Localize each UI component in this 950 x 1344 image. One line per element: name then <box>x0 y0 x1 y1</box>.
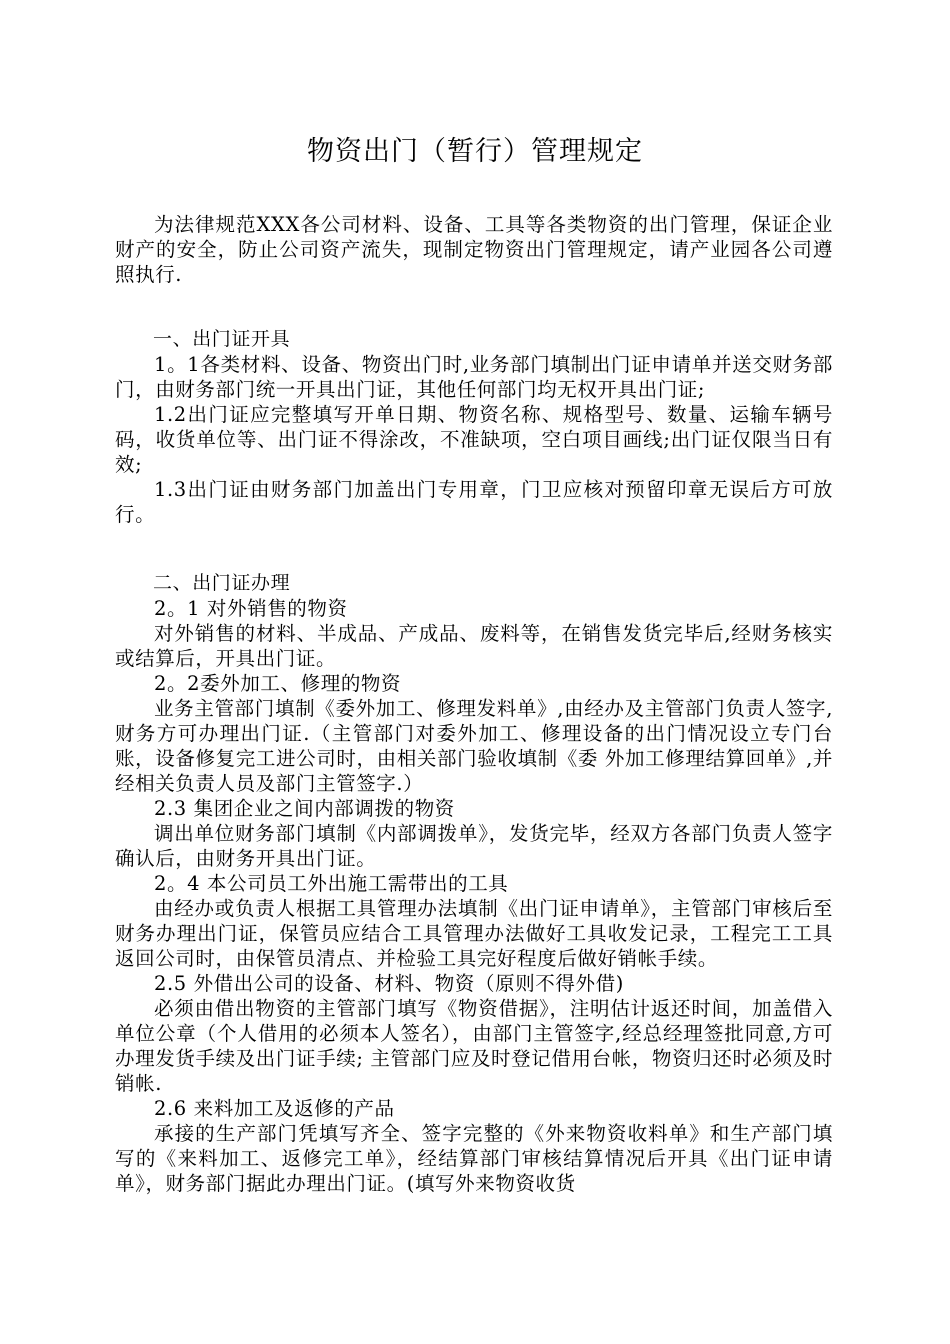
clause-2-6-title: 2.6 来料加工及返修的产品 <box>154 1097 395 1120</box>
clause-2-4-title: 2。4 本公司员工外出施工需带出的工具 <box>154 872 509 895</box>
clause-1-2: 1.2出门证应完整填写开单日期、物资名称、规格型号、数量、运输车辆号码，收货单位等、出门证不得涂改，不准缺项，空白项目画线;出门证仅限当日有效; <box>115 403 833 476</box>
spacer <box>115 527 833 571</box>
document-title: 物资出门（暂行）管理规定 <box>307 136 643 167</box>
clause-2-4-text: 由经办或负责人根据工具管理办法填制《出门证申请单》，主管部门审核后至财务办理出门证，保管员应结合工具管理办法做好工具收发记录，工程完工工具返回公司时，由保管员清点、并检验工具完好程度后做好销帐手续。 <box>115 897 833 970</box>
clause-2-1-text: 对外销售的材料、半成品、产成品、废料等，在销售发货完毕后,经财务核实或结算后，开具出门证。 <box>115 622 833 670</box>
clause-2-2-title: 2。2委外加工、修理的物资 <box>154 672 402 695</box>
clause-2-6-text: 承接的生产部门凭填写齐全、签字完整的《外来物资收料单》和生产部门填写的《来料加工、返修完工单》，经结算部门审核结算情况后开具《出门证申请单》，财务部门据此办理出门证。(填写外来物资收货 <box>115 1122 833 1195</box>
clause-2-2-text: 业务主管部门填制《委外加工、修理发料单》,由经办及主管部门负责人签字,财务方可办理出门证.（主管部门对委外加工、修理设备的出门情况设立专门台账，设备修复完工进公司时，由相关部门验收填制《委 外加工修理结算回单》,并经相关负责人员及部门主管签字.） <box>115 697 833 795</box>
clause-2-1-title: 2。1 对外销售的物资 <box>154 597 348 620</box>
section-heading-issuance: 一、出门证开具 <box>153 328 291 350</box>
section-heading-handling: 二、出门证办理 <box>153 572 291 594</box>
intro-paragraph: 为法律规范XXX各公司材料、设备、工具等各类物资的出门管理，保证企业财产的安全，防止公司资产流失，现制定物资出门管理规定，请产业园各公司遵照执行. <box>115 213 833 286</box>
clause-2-3-title: 2.3 集团企业之间内部调拨的物资 <box>154 797 455 820</box>
clause-2-5-title: 2.5 外借出公司的设备、材料、物资（原则不得外借) <box>154 972 624 995</box>
spacer <box>115 287 833 327</box>
clause-2-3-text: 调出单位财务部门填制《内部调拨单》，发货完毕，经双方各部门负责人签字确认后，由财务开具出门证。 <box>115 822 833 870</box>
clause-1-1: 1。1各类材料、设备、物资出门时,业务部门填制出门证申请单并送交财务部门，由财务部门统一开具出门证，其他任何部门均无权开具出门证; <box>115 353 833 401</box>
clause-2-5-text: 必须由借出物资的主管部门填写《物资借据》，注明估计返还时间，加盖借入单位公章（个人借用的必须本人签名），由部门主管签字,经总经理签批同意,方可办理发货手续及出门证手续; 主管部门应及时登记借用台帐，物资归还时必须及时销帐. <box>115 997 833 1095</box>
clause-1-3: 1.3出门证由财务部门加盖出门专用章，门卫应核对预留印章无误后方可放行。 <box>115 478 833 526</box>
document-body <box>115 212 833 1196</box>
